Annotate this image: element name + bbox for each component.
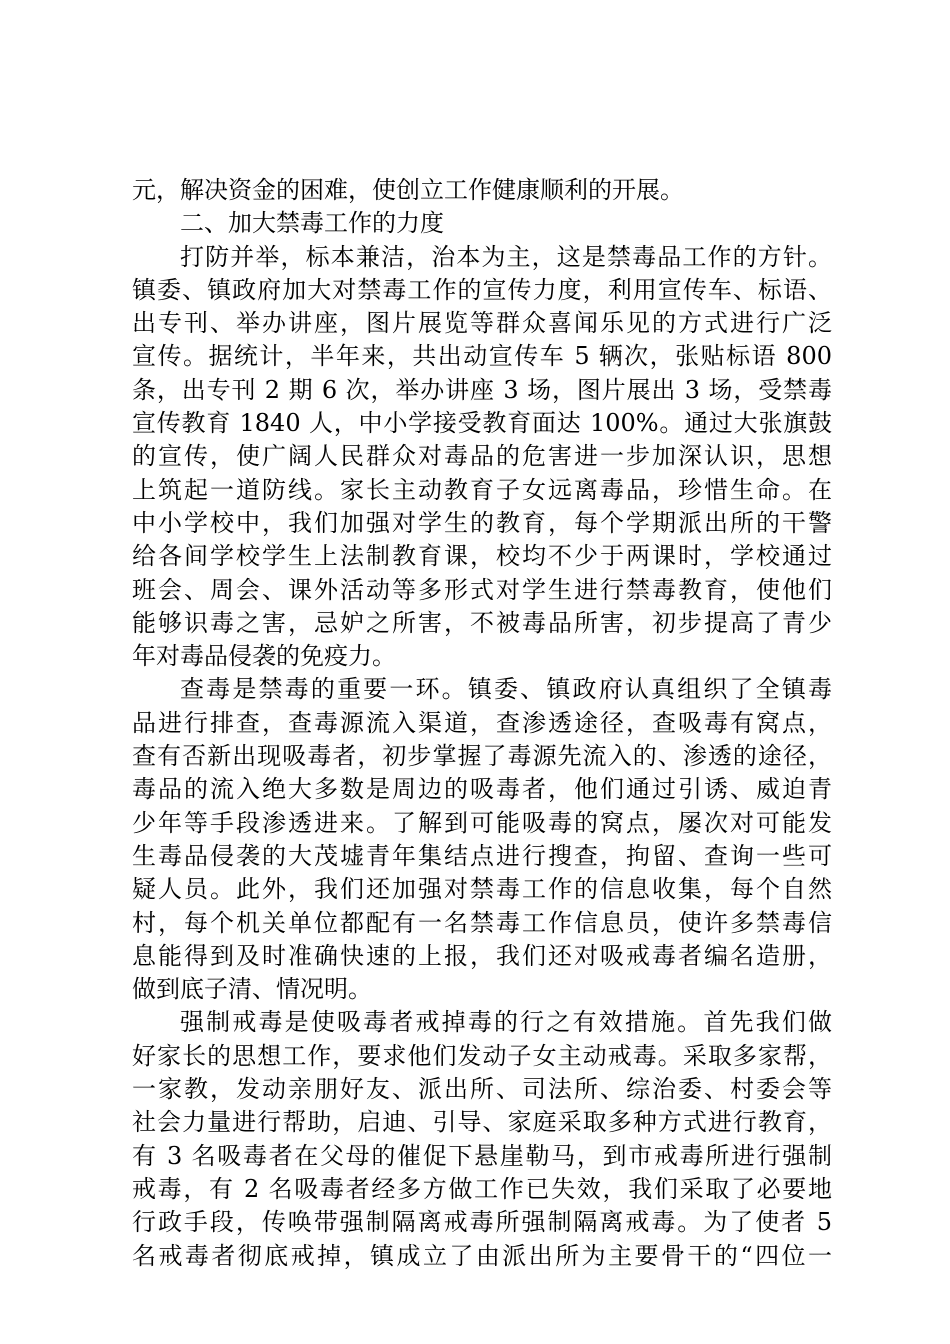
text-line: 打防并举，标本兼洁，治本为主，这是禁毒品工作的方针。 [180, 242, 832, 271]
text-line: 行政手段，传唤带强制隔离戒毒所强制隔离戒毒。为了使者 5 [132, 1208, 832, 1237]
text-line: 强制戒毒是使吸毒者戒掉毒的行之有效措施。首先我们做 [180, 1008, 832, 1037]
text-line: 有 3 名吸毒者在父母的催促下悬崖勒马，到市戒毒所进行强制 [132, 1141, 832, 1170]
text-line: 戒毒，有 2 名吸毒者经多方做工作已失效，我们采取了必要地 [132, 1174, 832, 1203]
text-line: 镇委、镇政府加大对禁毒工作的宣传力度，利用宣传车、标语、 [132, 275, 832, 304]
text-line: 班会、周会、课外活动等多形式对学生进行禁毒教育，使他们 [132, 575, 832, 604]
text-line: 条，出专刊 2 期 6 次，举办讲座 3 场，图片展出 3 场，受禁毒 [132, 375, 832, 404]
text-line: 做到底子清、情况明。 [132, 975, 372, 1004]
text-line: 好家长的思想工作，要求他们发动子女主动戒毒。采取多家帮， [132, 1041, 832, 1070]
text-line: 少年等手段渗透进来。了解到可能吸毒的窝点，屡次对可能发 [132, 808, 832, 837]
text-line: 息能得到及时准确快速的上报，我们还对吸戒毒者编名造册， [132, 941, 832, 970]
text-line: 一家教，发动亲朋好友、派出所、司法所、综治委、村委会等 [132, 1075, 832, 1104]
text-line: 生毒品侵袭的大茂墟青年集结点进行搜查，拘留、查询一些可 [132, 841, 832, 870]
text-line: 上筑起一道防线。家长主动教育子女远离毒品，珍惜生命。在 [132, 475, 832, 504]
text-line: 疑人员。此外，我们还加强对禁毒工作的信息收集，每个自然 [132, 875, 832, 904]
text-line: 能够识毒之害，忌妒之所害，不被毒品所害，初步提高了青少 [132, 608, 832, 637]
text-line: 给各间学校学生上法制教育课，校均不少于两课时，学校通过 [132, 542, 832, 571]
text-line: 年对毒品侵袭的免疫力。 [132, 642, 396, 671]
text-line: 村，每个机关单位都配有一名禁毒工作信息员，使许多禁毒信 [132, 908, 832, 937]
text-line: 宣传教育 1840 人，中小学接受教育面达 100%。通过大张旗鼓 [132, 409, 832, 438]
document-body [132, 174, 832, 1273]
text-line: 查有否新出现吸毒者，初步掌握了毒源先流入的、渗透的途径， [132, 742, 832, 771]
text-line: 中小学校中，我们加强对学生的教育，每个学期派出所的干警 [132, 508, 832, 537]
text-line: 名戒毒者彻底戒掉，镇成立了由派出所为主要骨干的“四位一 [132, 1241, 832, 1270]
text-line: 毒品的流入绝大多数是周边的吸毒者，他们通过引诱、威迫青 [132, 775, 832, 804]
text-line: 元，解决资金的困难，使创立工作健康顺利的开展。 [132, 176, 684, 204]
text-line: 社会力量进行帮助，启迪、引导、家庭采取多种方式进行教育， [132, 1108, 832, 1137]
text-line: 查毒是禁毒的重要一环。镇委、镇政府认真组织了全镇毒 [180, 675, 832, 704]
text-line: 宣传。据统计，半年来，共出动宣传车 5 辆次，张贴标语 800 [132, 342, 832, 371]
section-heading: 二、加大禁毒工作的力度 [180, 209, 444, 238]
text-line: 出专刊、举办讲座，图片展览等群众喜闻乐见的方式进行广泛 [132, 309, 832, 338]
text-line: 的宣传，使广阔人民群众对毒品的危害进一步加深认识，思想 [132, 442, 832, 471]
text-line: 品进行排查，查毒源流入渠道，查渗透途径，查吸毒有窝点， [132, 708, 832, 737]
